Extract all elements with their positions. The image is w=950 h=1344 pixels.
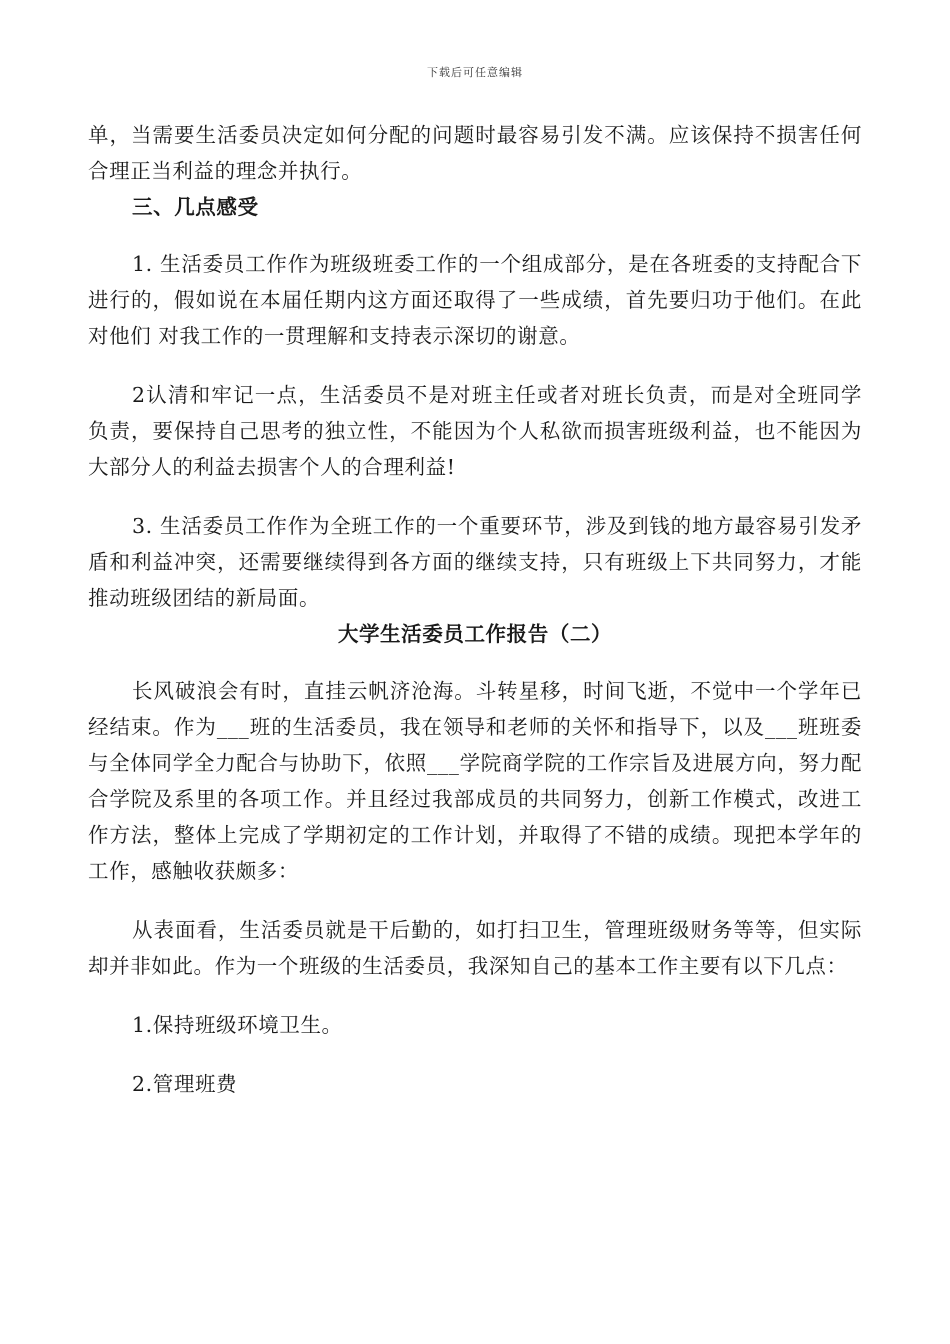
surface-paragraph: 从表面看，生活委员就是干后勤的，如打扫卫生，管理班级财务等等，但实际却并非如此。作为一个班级的生活委员，我深知自己的基本工作主要有以下几点： — [88, 918, 862, 978]
list-item-2: 2.管理班费 — [132, 1072, 238, 1096]
report-title: 大学生活委员工作报告（二） — [337, 622, 613, 646]
continuation-paragraph: 单，当需要生活委员决定如何分配的问题时最容易引发不满。应该保持不损害任何合理正当利益的理念并执行。 — [88, 123, 862, 183]
list-item-1: 1.保持班级环境卫生。 — [132, 1013, 343, 1037]
point-3-paragraph: 3. 生活委员工作作为全班工作的一个重要环节，涉及到钱的地方最容易引发矛盾和利益冲突，还需要继续得到各方面的继续支持，只有班级上下共同努力，才能推动班级团结的新局面。 — [88, 514, 862, 610]
point-2-paragraph: 2认清和牢记一点，生活委员不是对班主任或者对班长负责，而是对全班同学负责，要保持自己思考的独立性，不能因为个人私欲而损害班级利益，也不能因为大部分人的利益去损害个人的合理利益! — [88, 383, 862, 479]
point-1-paragraph: 1. 生活委员工作作为班级班委工作的一个组成部分，是在各班委的支持配合下进行的，假如说在本届任期内这方面还取得了一些成绩，首先要归功于他们。在此对他们 对我工作的一贯理解和支持表示深切的谢意。 — [88, 252, 862, 348]
document-body — [88, 117, 862, 1102]
header-note: 下载后可任意编辑 — [427, 66, 523, 79]
intro-paragraph: 长风破浪会有时，直挂云帆济沧海。斗转星移，时间飞逝，不觉中一个学年已经结束。作为___班的生活委员，我在领导和老师的关怀和指导下，以及___班班委与全体同学全力配合与协助下，依照___学院商学院的工作宗旨及进展方向，努力配合学院及系里的各项工作。并且经过我部成员的共同努力，创新工作模式，改进工作方法，整体上完成了学期初定的工作计划，并取得了不错的成绩。现把本学年的工作，感触收获颇多： — [88, 679, 862, 883]
section-heading: 三、几点感受 — [132, 195, 259, 219]
